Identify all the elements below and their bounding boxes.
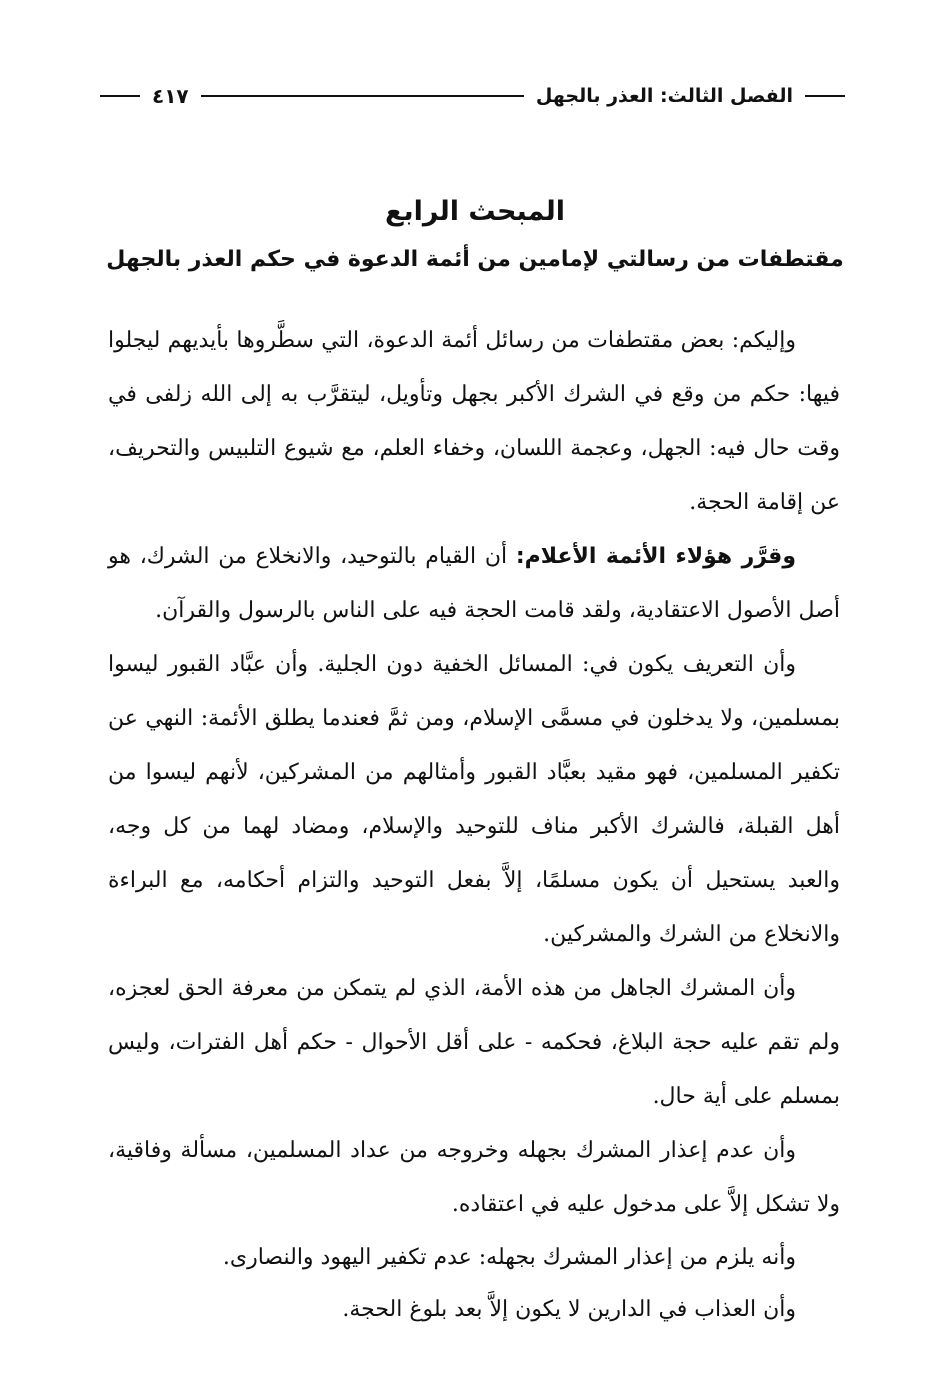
header-dash-left — [100, 95, 140, 97]
paragraph-text: أن القيام بالتوحيد، والانخلاع من الشرك، هو أصل الأصول الاعتقادية، ولقد قامت الحجة فيه على الناس بالرسول والقرآن. — [108, 544, 840, 623]
header-dash-right — [805, 95, 845, 97]
paragraph-lead: وقرَّر هؤلاء الأئمة الأعلام: — [515, 544, 796, 569]
paragraph-text: وأن العذاب في الدارين لا يكون إلاَّ بعد بلوغ الحجة. — [342, 1297, 796, 1322]
page-number: ٤١٧ — [152, 84, 189, 108]
paragraph-2 — [108, 530, 840, 638]
paragraph-1 — [108, 314, 840, 530]
paragraph-4 — [108, 962, 840, 1124]
paragraph-text: وأن عدم إعذار المشرك بجهله وخروجه من عداد المسلمين، مسألة وفاقية، ولا تشكل إلاَّ على مدخول عليه في اعتقاده. — [108, 1138, 840, 1217]
paragraph-5 — [108, 1124, 840, 1232]
paragraph-text: وإليكم: بعض مقتطفات من رسائل أئمة الدعوة، التي سطَّروها بأيديهم ليجلوا فيها: حكم من وقع في الشرك الأكبر بجهل وتأويل، ليتقرَّب به إلى الله زلفى في وقت حال فيه: الجهل، وعجمة اللسان، وخفاء العلم، مع شيوع التلبيس والتحريف، عن إقامة الحجة. — [108, 328, 840, 515]
header-rule — [201, 95, 524, 97]
section-subtitle: مقتطفات من رسالتي لإمامين من أئمة الدعوة في حكم العذر بالجهل — [106, 247, 844, 272]
paragraph-text: وأن التعريف يكون في: المسائل الخفية دون الجلية. وأن عبَّاد القبور ليسوا بمسلمين، ولا يدخلون في مسمَّى الإسلام، ومن ثمَّ فعندما يطلق الأئمة: النهي عن تكفير المسلمين، فهو مقيد بعبَّاد القبور وأمثالهم من المشركين، لأنهم ليسوا من أهل القبلة، فالشرك الأكبر مناف للتوحيد والإسلام، ومضاد لهما من كل وجه، والعبد يستحيل أن يكون مسلمًا، إلاَّ بفعل التوحيد والتزام أحكامه، مع البراءة والانخلاع من الشرك والمشركين. — [108, 652, 840, 947]
paragraph-text: وأنه يلزم من إعذار المشرك بجهله: عدم تكفير اليهود والنصارى. — [222, 1245, 796, 1270]
section-title: المبحث الرابع — [385, 196, 565, 227]
chapter-title: الفصل الثالث: العذر بالجهل — [535, 85, 793, 107]
paragraph-7 — [108, 1284, 840, 1336]
body-text — [108, 314, 840, 1336]
paragraph-3 — [108, 638, 840, 962]
paragraph-text: وأن المشرك الجاهل من هذه الأمة، الذي لم يتمكن من معرفة الحق لعجزه، ولم تقم عليه حجة البلاغ، فحكمه - على أقل الأحوال - حكم أهل الفترات، وليس بمسلم على أية حال. — [108, 976, 840, 1109]
paragraph-6 — [108, 1232, 840, 1284]
running-header — [100, 76, 845, 116]
